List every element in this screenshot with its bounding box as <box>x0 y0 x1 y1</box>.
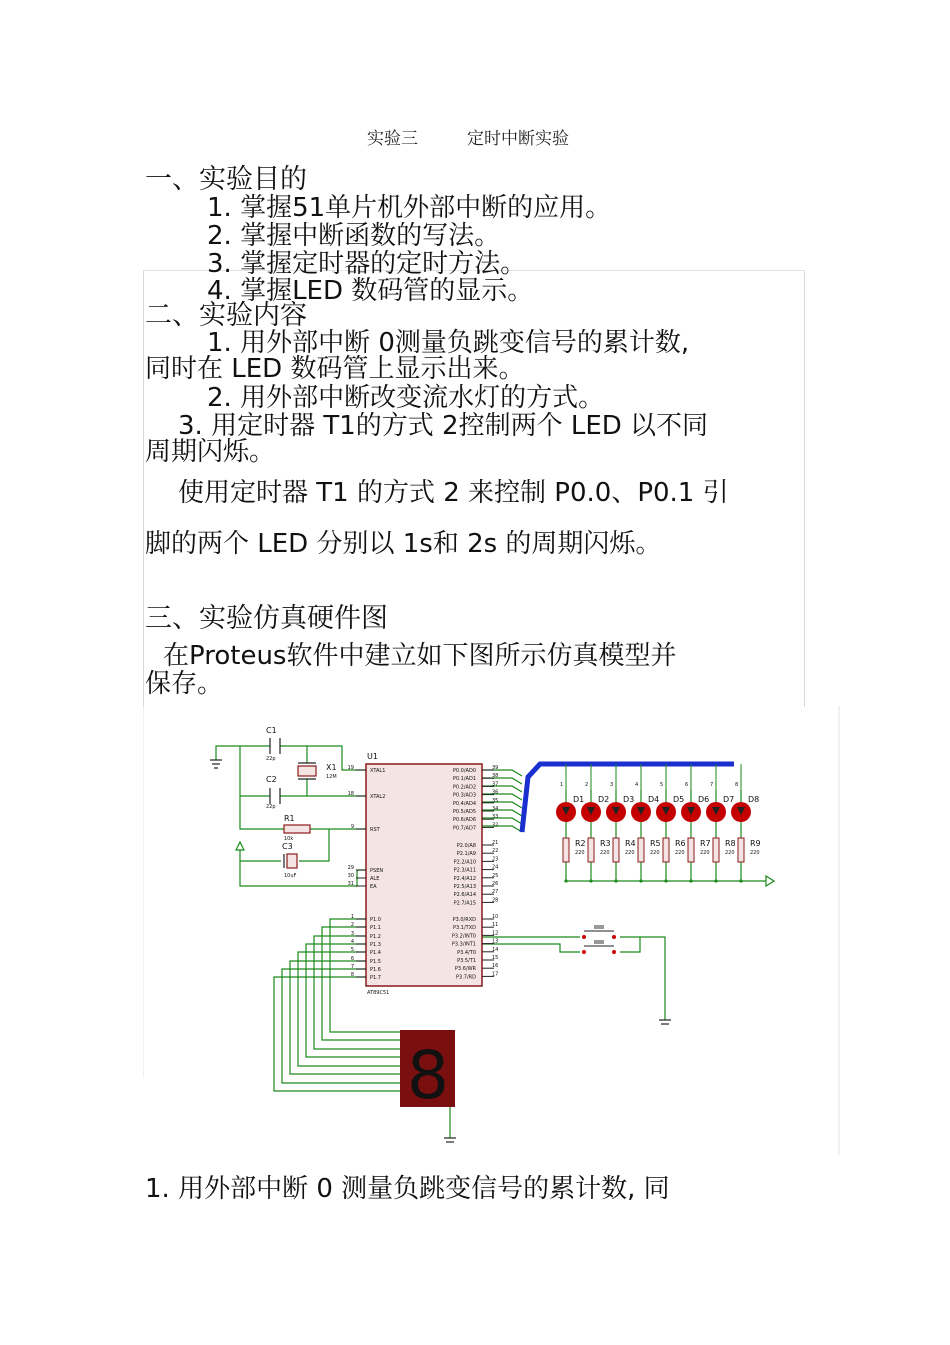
chip-pin-name: P3.7/RD <box>456 974 476 981</box>
bus-number: 5 <box>660 782 664 788</box>
chip-pin-number: 32 <box>492 822 499 829</box>
seven-segment-digit: 8 <box>407 1037 449 1114</box>
junction-dot <box>664 879 667 882</box>
chip-pin-number: 37 <box>492 781 499 788</box>
bus-number: 7 <box>710 782 714 788</box>
c1-value-label: 22p <box>266 756 276 762</box>
proteus-paragraph-line-1: 在Proteus软件中建立如下图所示仿真模型并 <box>163 641 677 671</box>
x1-value-label: 12M <box>326 774 337 780</box>
chip-pin-number: 2 <box>350 922 354 928</box>
chip-pin-name: P0.1/AD1 <box>452 776 476 783</box>
chip-pin-number: 7 <box>350 964 354 970</box>
power-icon <box>236 842 244 850</box>
chip-pin-number: 11 <box>492 922 499 929</box>
chip-pin-name: P1.0 <box>370 917 381 923</box>
junction-dot <box>639 879 642 882</box>
resistor-ref-label: R5 <box>650 839 661 848</box>
chip-pin-name: P1.4 <box>370 950 381 956</box>
content-item-3-line-2: 周期闪烁。 <box>145 437 276 467</box>
x1-ref-label: X1 <box>326 763 337 772</box>
chip-pin-number: 22 <box>492 848 499 855</box>
resistor-body <box>713 838 719 862</box>
bottom-item-1: 1. 用外部中断 0 测量负跳变信号的累计数, 同 <box>145 1174 670 1204</box>
chip-pin-name: PSEN <box>370 868 384 874</box>
c1-ref-label: C1 <box>266 726 277 735</box>
resistor-value-label: 220 <box>725 850 735 856</box>
proteus-paragraph-line-2: 保存。 <box>145 669 224 699</box>
chip-pin-name: P3.5/T1 <box>457 958 476 964</box>
resistor-ref-label: R6 <box>675 839 686 848</box>
resistor-value-label: 220 <box>675 850 685 856</box>
section-2-heading: 二、实验内容 <box>145 300 307 331</box>
chip-pin-number: 39 <box>492 765 499 771</box>
chip-pin-number: 18 <box>347 791 354 797</box>
bus-number: 4 <box>635 782 639 788</box>
chip-pin-name: P0.0/AD0 <box>452 768 476 774</box>
led-ref-label: D1 <box>573 795 585 804</box>
resistor-body <box>588 838 594 862</box>
chip-pin-name: P2.1/A9 <box>456 851 476 858</box>
r1-value-label: 10k <box>284 836 294 842</box>
resistor-value-label: 220 <box>575 850 585 856</box>
chip-pin-number: 17 <box>492 971 499 978</box>
chip-pin-number: 3 <box>350 931 354 937</box>
chip-pin-number: 6 <box>350 956 354 962</box>
bus-number: 2 <box>585 782 589 788</box>
resistor-ref-label: R4 <box>625 839 636 848</box>
page-title-part1: 实验三 <box>367 129 418 149</box>
resistor-body <box>738 838 744 862</box>
led-array <box>556 764 761 883</box>
chip-pin-name: P3.4/T0 <box>457 949 476 956</box>
resistor-value-label: 220 <box>600 850 610 856</box>
chip-pin-name: RST <box>370 827 380 833</box>
chip-pin-number: 38 <box>492 773 499 780</box>
led-ref-label: D8 <box>748 795 760 804</box>
led-ref-label: D6 <box>698 795 710 804</box>
objective-item-4: 4. 掌握LED 数码管的显示。 <box>207 276 534 306</box>
timer-paragraph-line-2: 脚的两个 LED 分别以 1s和 2s 的周期闪烁。 <box>145 529 662 559</box>
chip-pin-name: P1.2 <box>370 934 381 940</box>
chip-pin-name: P3.6/WR <box>454 966 476 973</box>
r1-ref-label: R1 <box>284 814 295 823</box>
chip-pin-name: P1.1 <box>370 925 381 931</box>
chip-pin-name: P2.6/A14 <box>453 892 476 899</box>
chip-pin-number: 8 <box>350 972 354 978</box>
resistor-ref-label: R7 <box>700 839 711 848</box>
led-common-terminal-icon <box>766 876 774 886</box>
chip-pin-number: 35 <box>492 797 499 804</box>
chip-pin-name: P0.3/AD3 <box>452 792 476 799</box>
chip-pin-name: P1.6 <box>370 967 381 973</box>
bus-number: 1 <box>560 782 564 788</box>
chip-pin-number: 28 <box>492 897 499 904</box>
chip-pin-name: P2.5/A13 <box>453 884 476 890</box>
resistor-ref-label: R9 <box>750 839 761 848</box>
chip-pin-number: 13 <box>492 938 499 945</box>
resistor-ref-label: R2 <box>575 839 586 848</box>
c3-ref-label: C3 <box>282 842 293 851</box>
resistor-value-label: 220 <box>650 850 660 856</box>
objective-item-3: 3. 掌握定时器的定时方法。 <box>207 249 527 279</box>
resistor-body <box>613 838 619 862</box>
content-item-3-line-1: 3. 用定时器 T1的方式 2控制两个 LED 以不同 <box>178 411 709 441</box>
chip-pin-number: 15 <box>492 955 499 961</box>
junction-dot <box>689 879 692 882</box>
led-ref-label: D4 <box>648 795 660 804</box>
chip-pin-number: 14 <box>492 946 499 953</box>
content-item-1-line-2: 同时在 LED 数码管上显示出来。 <box>145 354 525 384</box>
wires <box>216 746 766 1138</box>
chip-pin-number: 9 <box>350 824 354 830</box>
chip-pin-name: P3.3/INT1 <box>451 941 476 948</box>
junction-dot <box>614 879 617 882</box>
resistor-body <box>563 838 569 862</box>
led-ref-label: D3 <box>623 795 635 804</box>
chip-pin-number: 5 <box>350 947 354 953</box>
c2-ref-label: C2 <box>266 775 277 784</box>
resistor-body <box>663 838 669 862</box>
push-buttons <box>582 925 616 954</box>
chip-pin-number: 36 <box>492 789 499 796</box>
chip-pin-name: P2.3/A11 <box>453 867 476 874</box>
chip-pin-name: XTAL1 <box>370 768 386 774</box>
timer-paragraph-line-1: 使用定时器 T1 的方式 2 来控制 P0.0、P0.1 引 <box>178 478 729 508</box>
resistor-ref-label: R8 <box>725 839 736 848</box>
chip-pin-name: XTAL2 <box>370 794 386 800</box>
led-ref-label: D5 <box>673 795 685 804</box>
section-3-heading: 三、实验仿真硬件图 <box>145 603 388 634</box>
chip-pin-number: 24 <box>492 864 499 871</box>
chip-pin-name: P3.1/TXD <box>453 925 476 932</box>
resistor-body <box>688 838 694 862</box>
chip-pin-name: P3.0/RXD <box>452 917 476 923</box>
chip-pin-name: P1.7 <box>370 975 381 981</box>
c3-value-label: 10uF <box>284 873 297 879</box>
chip-pin-name: P2.0/A8 <box>456 843 476 849</box>
chip-pin-number: 16 <box>492 963 499 970</box>
chip-pin-number: 1 <box>350 914 354 920</box>
content-item-1-line-1: 1. 用外部中断 0测量负跳变信号的累计数, <box>207 328 690 358</box>
chip-pin-number: 31 <box>347 881 354 887</box>
chip-pin-number: 34 <box>492 806 499 812</box>
chip-pin-name: P3.2/INT0 <box>451 933 476 940</box>
content-item-2: 2. 用外部中断改变流水灯的方式。 <box>207 383 605 413</box>
chip-pin-name: P0.5/AD5 <box>452 809 476 815</box>
resistor-ref-label: R3 <box>600 839 611 848</box>
chip-pin-number: 4 <box>350 939 354 945</box>
bus-number: 6 <box>685 782 689 788</box>
junction-dot <box>589 879 592 882</box>
chip-pin-number: 27 <box>492 889 499 896</box>
resistor-value-label: 220 <box>700 850 710 856</box>
chip-pin-number: 26 <box>492 881 499 887</box>
chip-pin-number: 23 <box>492 856 499 863</box>
bus-number: 3 <box>610 782 614 788</box>
chip-pin-name: P0.6/AD6 <box>452 817 476 824</box>
junction-dot <box>739 879 742 882</box>
chip-name-label: AT89C51 <box>367 990 390 996</box>
chip-pin-number: 29 <box>347 865 354 871</box>
led-ref-label: D2 <box>598 795 610 804</box>
junction-dot <box>564 879 567 882</box>
chip-pin-name: P0.4/AD4 <box>452 800 476 807</box>
chip-pin-number: 25 <box>492 872 499 879</box>
chip-pin-number: 12 <box>492 930 499 937</box>
chip-ref-label: U1 <box>367 752 378 761</box>
page-title-part2: 定时中断实验 <box>467 129 569 149</box>
resistor-body <box>638 838 644 862</box>
chip-pin-name: P0.2/AD2 <box>452 784 476 791</box>
section-1-heading: 一、实验目的 <box>145 164 307 195</box>
chip-pin-number: 21 <box>492 840 499 846</box>
circuit-schematic <box>143 706 840 1155</box>
chip-pin-number: 33 <box>492 814 499 821</box>
objective-item-2: 2. 掌握中断函数的写法。 <box>207 221 501 251</box>
chip-pin-number: 30 <box>347 873 354 879</box>
chip-pin-name: EA <box>370 884 377 890</box>
chip-pin-name: P1.3 <box>370 942 381 948</box>
junction-dot <box>714 879 717 882</box>
objective-item-1: 1. 掌握51单片机外部中断的应用。 <box>207 193 612 223</box>
led-ref-label: D7 <box>723 795 735 804</box>
chip-pin-number: 19 <box>347 765 354 771</box>
chip-pin-name: ALE <box>370 876 380 882</box>
bus-number: 8 <box>735 782 739 788</box>
c2-value-label: 22p <box>266 804 276 810</box>
chip-pin-number: 10 <box>492 914 499 920</box>
chip-pin-name: P2.4/A12 <box>453 875 476 882</box>
chip-pin-name: P0.7/AD7 <box>452 825 476 832</box>
chip-pin-name: P2.2/A10 <box>453 859 476 866</box>
chip-pin-name: P2.7/A15 <box>453 900 476 907</box>
chip-pin-name: P1.5 <box>370 959 381 965</box>
resistor-value-label: 220 <box>750 850 760 856</box>
resistor-value-label: 220 <box>625 850 635 856</box>
